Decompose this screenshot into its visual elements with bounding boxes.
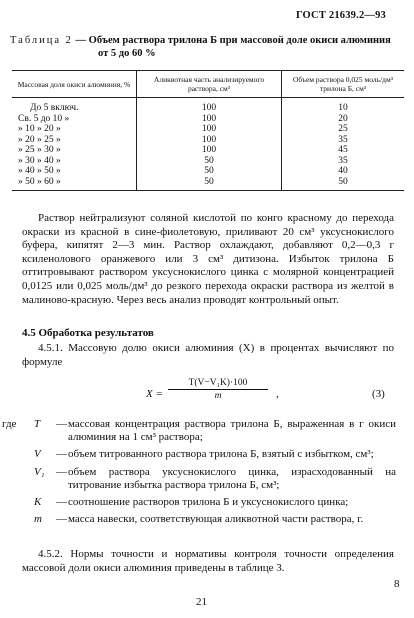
- cell-aliquot: 100: [137, 114, 282, 125]
- legend-text: масса навески, соответствующая аликвотной части раствора, г.: [68, 513, 364, 526]
- table-caption-text: — Объем раствора трилона Б при массовой доле окиси алюминия: [72, 35, 391, 46]
- table-row: [12, 135, 404, 146]
- legend-symbol: m: [34, 513, 42, 526]
- legend-item: [0, 418, 414, 444]
- legend-dash: —: [56, 418, 67, 430]
- table-caption-range: от 5 до 60 %: [98, 48, 156, 59]
- cell-volume: 50: [282, 177, 405, 191]
- table-row: [12, 124, 404, 135]
- cell-aliquot: 50: [137, 156, 282, 167]
- legend-dash: —: [56, 448, 67, 461]
- cell-volume: 35: [282, 135, 405, 146]
- cell-volume: 20: [282, 114, 405, 125]
- legend-item: [0, 496, 414, 509]
- legend-item: [0, 466, 414, 492]
- cell-range: » 30 » 40 »: [18, 155, 61, 166]
- formula-number: (3): [372, 388, 385, 400]
- cell-aliquot: 100: [137, 135, 282, 146]
- page-number-right: 8: [394, 578, 400, 590]
- cell-range: » 40 » 50 »: [18, 166, 61, 176]
- table-caption-label: Таблица 2: [10, 35, 73, 46]
- cell-range: » 20 » 25 »: [18, 134, 61, 145]
- standard-number: ГОСТ 21639.2—93: [295, 10, 386, 21]
- legend-where: где: [2, 418, 17, 430]
- col-header-aliquot: Аликвотная часть анализируемого раствора, см³: [137, 71, 282, 98]
- cell-aliquot: 100: [137, 98, 282, 114]
- cell-range: » 50 » 60 »: [12, 177, 137, 191]
- formula-numerator: T(V−V₁K)·100: [168, 378, 268, 390]
- legend-text: объем титрованного раствора трилона Б, взятый с избытком, см³;: [68, 448, 374, 461]
- cell-volume: 45: [282, 145, 405, 156]
- cell-aliquot: 100: [137, 145, 282, 156]
- legend-symbol: V: [34, 448, 41, 461]
- paragraph-neutralization: Раствор нейтрализуют соляной кислотой по конго красному до перехода окраски из красной в сине-фиолетовую, приливают 20 см³ уксуснокислого буфера, кипятят 2—3 мин. Раствор охлаждают, добавляют 0,2—0,3 г ксиленолового оранжевого или 3 см³ дитизона. Избыток трилона Б оттитровывают раствором уксуснокислого цинка с молярной концентрацией 0,0125 или 0,025 моль/дм³ до резкого перехода окраски раствора из желтой в малиново-красную. Через весь анализ проводят контрольный опыт.: [22, 212, 394, 306]
- formula-denominator: m: [214, 391, 222, 401]
- legend-text: объем раствора уксуснокислого цинка, израсходованный на титрование избытка раствора трилона Б, см³;: [68, 465, 396, 491]
- cell-volume: 25: [282, 124, 405, 135]
- cell-aliquot: 50: [137, 166, 282, 177]
- formula-lhs: X =: [146, 388, 163, 400]
- col-header-trilon-volume: Объем раствора 0,025 моль/дм³ трилона Б, см³: [282, 71, 405, 98]
- section-heading-4-5: 4.5 Обработка результатов: [22, 327, 154, 339]
- legend-text: массовая концентрация раствора трилона Б, выраженная в г окиси алюминия на 1 см³ раствора;: [68, 418, 396, 444]
- legend-text: соотношение растворов трилона Б и уксуснокислого цинка;: [68, 496, 349, 509]
- table-caption: [10, 34, 410, 60]
- paragraph-4-5-2: 4.5.2. Нормы точности и нормативы контроля точности определения массовой доли окиси алюминия приведены в таблице 3.: [22, 548, 394, 574]
- cell-range: » 25 » 30 »: [18, 145, 61, 155]
- formula-fraction: [168, 378, 268, 401]
- legend-item: [0, 448, 414, 461]
- table-row: [12, 177, 404, 191]
- cell-aliquot: 50: [137, 177, 282, 191]
- legend-symbol: V₁: [34, 465, 45, 478]
- table-header-row: [12, 71, 404, 98]
- table-row: [12, 114, 404, 125]
- page-number-center: 21: [196, 596, 207, 608]
- legend-dash: —: [56, 465, 67, 478]
- cell-volume: 10: [282, 98, 405, 114]
- cell-volume: 35: [282, 156, 405, 167]
- formula-comma: ,: [276, 388, 279, 400]
- legend-dash: —: [56, 513, 67, 526]
- legend-item: [0, 513, 414, 526]
- cell-range: До 5 включ.: [30, 103, 79, 113]
- table-row: [12, 156, 404, 167]
- cell-range: » 10 » 20 »: [18, 124, 61, 134]
- table-row: [12, 98, 404, 114]
- table-row: [12, 166, 404, 177]
- legend-dash: —: [56, 496, 67, 509]
- legend-symbol: T: [34, 418, 41, 430]
- volume-table: [12, 70, 404, 191]
- cell-aliquot: 100: [137, 124, 282, 135]
- formula-legend: [0, 418, 414, 526]
- cell-range: Св. 5 до 10 »: [18, 113, 70, 124]
- table-row: [12, 145, 404, 156]
- paragraph-4-5-1: 4.5.1. Массовую долю окиси алюминия (X) в процентах вычисляют по формуле: [22, 342, 394, 368]
- cell-volume: 40: [282, 166, 405, 177]
- col-header-mass-fraction: Массовая доля окиси алюминия, %: [12, 71, 137, 98]
- legend-symbol: K: [34, 496, 42, 509]
